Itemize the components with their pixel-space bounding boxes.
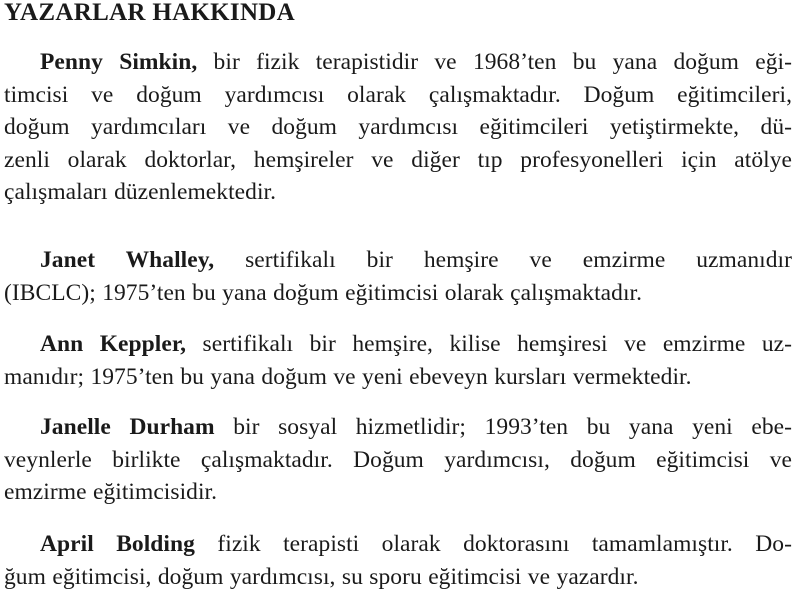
page-heading: YAZARLAR HAKKINDA [4, 0, 296, 26]
bio-line [4, 411, 792, 444]
author-name: Janelle Durham [40, 414, 215, 440]
bio-text: bir fizik terapistidir ve 1968’ten bu yana doğum eği- [197, 49, 792, 75]
bio-line: çalışmaları düzenlemektedir. [4, 179, 277, 206]
bio-line: (IBCLC); 1975’ten bu yana doğum eğitimcisi olarak çalışmaktadır. [4, 279, 643, 306]
bio-line: ğum eğitimcisi, doğum yardımcısı, su sporu eğitimcisi ve yazardır. [4, 563, 639, 590]
author-name: Ann Keppler, [40, 331, 187, 357]
author-bio [4, 46, 792, 209]
bio-line: veynlerle birlikte çalışmaktadır. Doğum yardımcısı, doğum eğitimcisi ve [4, 446, 792, 473]
bio-line [4, 328, 792, 361]
bio-line [4, 46, 792, 79]
author-name: Penny Simkin, [40, 49, 198, 75]
bio-line: manıdır; 1975’ten bu yana doğum ve yeni ebeveyn kursları vermektedir. [4, 363, 692, 390]
bio-text: fizik terapisti olarak doktorasını tamamlamıştır. Do- [194, 531, 792, 557]
author-bio [4, 528, 792, 593]
bio-text: sertifikalı bir hemşire, kilise hemşiresi ve emzirme uz- [186, 331, 792, 357]
author-bio [4, 244, 792, 309]
author-bio [4, 328, 792, 393]
bio-line: zenli olarak doktorlar, hemşireler ve diğer tıp profesyonelleri için atölye [4, 146, 792, 173]
bio-line: doğum yardımcıları ve doğum yardımcısı eğitimcileri yetiştirmekte, dü- [4, 114, 792, 141]
author-bio [4, 411, 792, 509]
bio-line: timcisi ve doğum yardımcısı olarak çalışmaktadır. Doğum eğitimcileri, [4, 81, 792, 108]
author-name: Janet Whalley, [40, 247, 215, 273]
bio-text: sertifikalı bir hemşire ve emzirme uzmanıdır [214, 247, 792, 273]
bio-line [4, 528, 792, 561]
bio-line [4, 244, 792, 277]
author-name: April Bolding [40, 531, 195, 557]
bio-text: bir sosyal hizmetlidir; 1993’ten bu yana yeni ebe- [214, 414, 792, 440]
bio-line: emzirme eğitimcisidir. [4, 479, 218, 506]
